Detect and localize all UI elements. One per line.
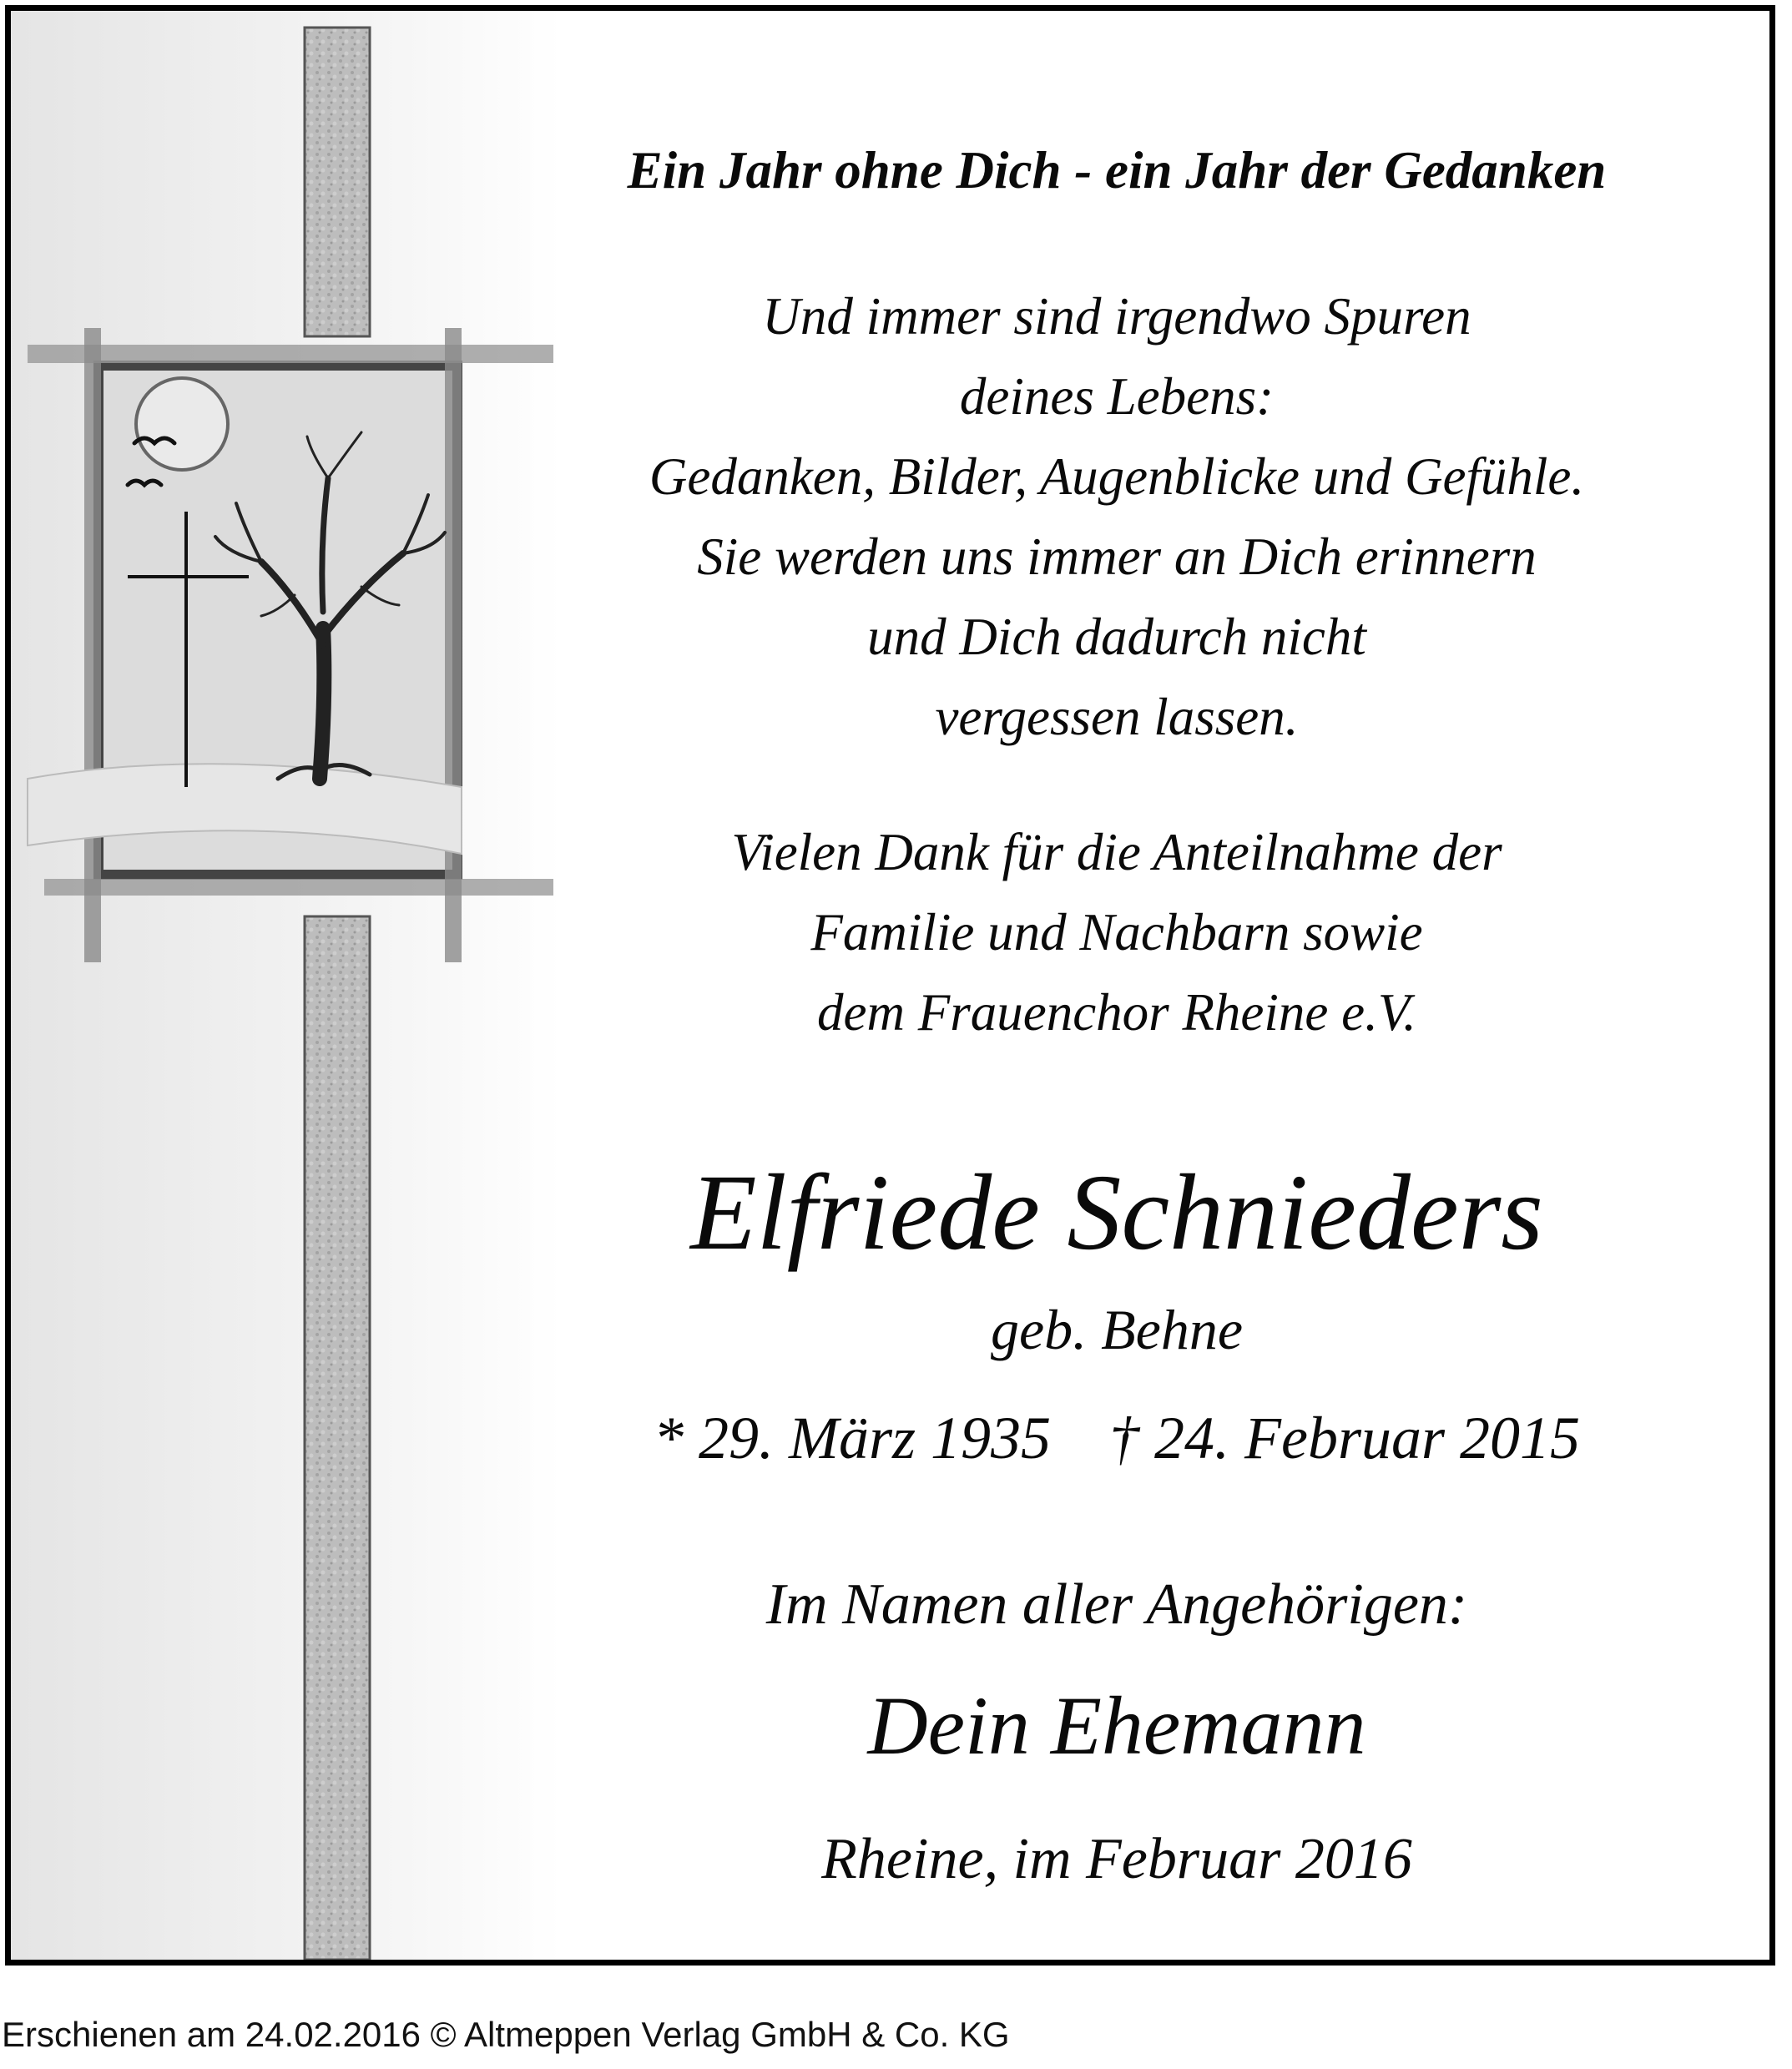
deceased-name: Elfriede Schnieders — [690, 1153, 1543, 1273]
poem-line: deines Lebens: — [959, 367, 1275, 426]
cross-bar-upper — [305, 28, 370, 336]
obituary-notice — [5, 5, 1775, 1966]
poem-line: und Dich dadurch nicht — [867, 608, 1366, 666]
notice-heading: Ein Jahr ohne Dich - ein Jahr der Gedanken — [627, 141, 1607, 199]
poem-line: Und immer sind irgendwo Spuren — [762, 287, 1471, 346]
thanks-message — [520, 812, 1714, 1052]
poem-line: Sie werden uns immer an Dich erinnern — [697, 527, 1537, 586]
cross-bar-lower — [305, 916, 370, 1960]
publication-footer: Erschienen am 24.02.2016 © Altmeppen Verlag GmbH & Co. KG — [2, 2015, 1010, 2054]
maiden-name: geb. Behne — [990, 1298, 1244, 1361]
thanks-line: Familie und Nachbarn sowie — [810, 903, 1423, 961]
poem — [520, 276, 1714, 757]
life-dates — [520, 1396, 1714, 1480]
poem-line: Gedanken, Bilder, Augenblicke und Gefühle. — [649, 447, 1585, 506]
on-behalf-line: Im Namen aller Angehörigen: — [765, 1572, 1468, 1637]
birth-date: * 29. März 1935 — [654, 1405, 1052, 1471]
thanks-line: dem Frauenchor Rheine e.V. — [817, 983, 1416, 1042]
place-and-date: Rheine, im Februar 2016 — [821, 1827, 1412, 1891]
memorial-artwork — [11, 11, 562, 1960]
thanks-line: Vielen Dank für die Anteilnahme der — [731, 823, 1502, 881]
poem-line: vergessen lassen. — [935, 688, 1299, 746]
moon-icon — [136, 378, 228, 470]
signer: Dein Ehemann — [867, 1679, 1366, 1772]
death-date: † 24. Februar 2015 — [1109, 1405, 1580, 1471]
